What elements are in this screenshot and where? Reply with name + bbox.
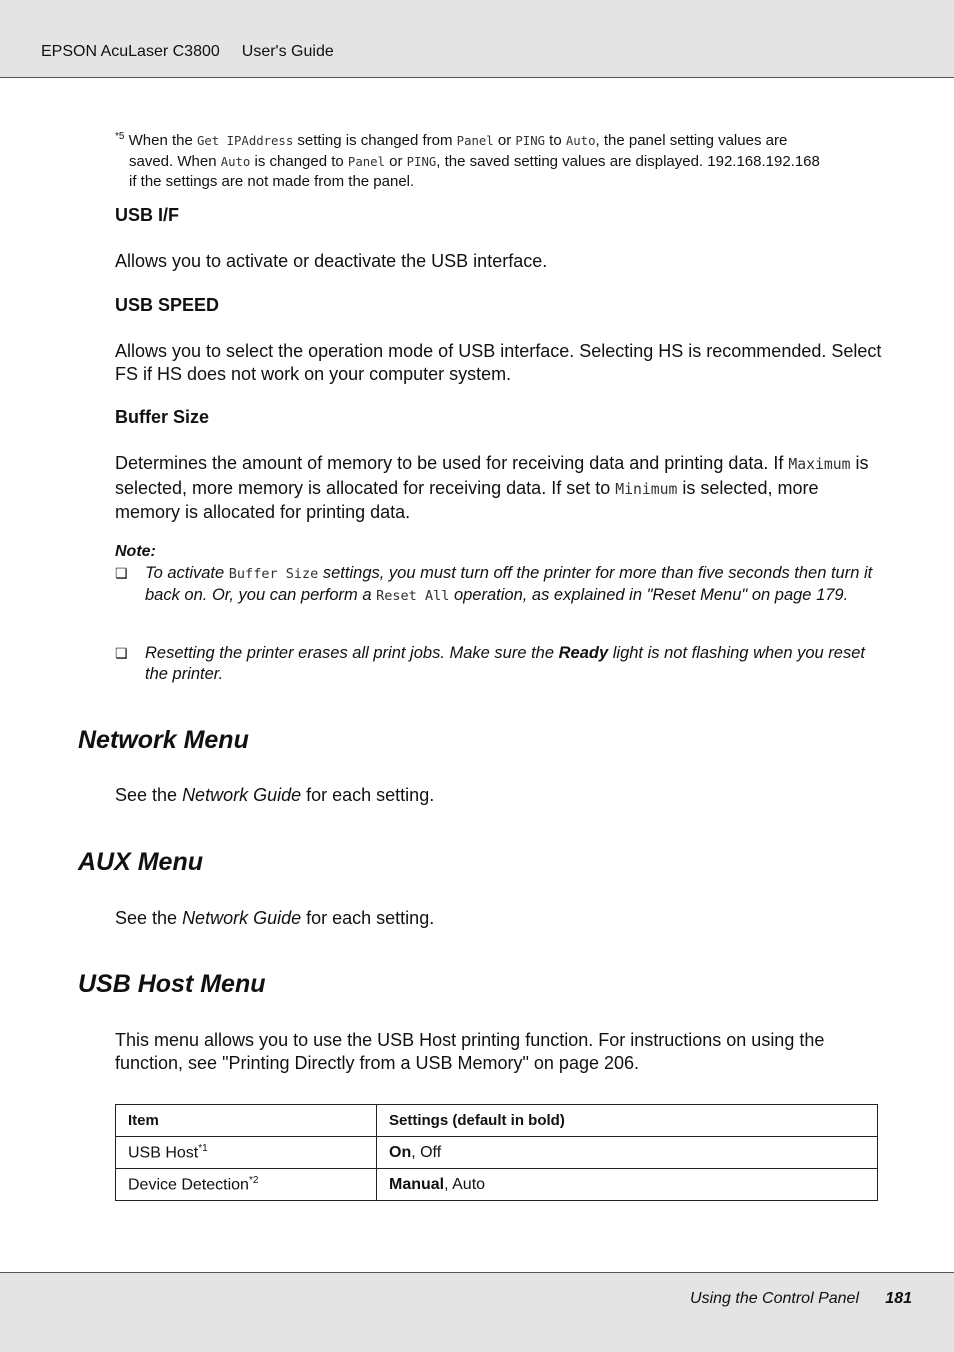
network-guide-ref: Network Guide — [182, 785, 302, 805]
other-values: , Auto — [444, 1175, 486, 1193]
note-heading: Note: — [115, 543, 156, 560]
usb-speed-text: Allows you to select the operation mode of USB interface. Selecting HS is recommended. Select FS if HS does not work on your computer system. — [115, 341, 882, 384]
table-header-row — [116, 1105, 878, 1137]
item-footnote-ref: *1 — [198, 1142, 208, 1154]
column-header-settings: Settings (default in bold) — [377, 1105, 878, 1137]
body-text: is selected, more memory is allocated for receiving data. If set to — [115, 453, 869, 498]
item-name: Device Detection — [128, 1176, 249, 1194]
footnote-text: or — [384, 152, 407, 170]
aux-menu-heading: AUX Menu — [78, 848, 203, 876]
item-name: USB Host — [128, 1144, 199, 1162]
body-text: See the — [115, 785, 183, 805]
note-text: operation, as explained in "Reset Menu" on page 179. — [449, 585, 849, 604]
footnote-text: to — [545, 132, 566, 149]
footnote-text: , the panel setting values are — [595, 132, 788, 149]
item-cell — [116, 1137, 377, 1169]
checkbox-bullet-icon: ❏ — [115, 645, 128, 661]
usb-speed-heading: USB SPEED — [115, 295, 220, 315]
note-text: light is not flashing when you reset the printer. — [145, 644, 865, 683]
code-text: Buffer Size — [228, 566, 319, 582]
note-text: Resetting the printer erases all print jobs. Make sure the — [145, 644, 559, 662]
footnote-text: , the saved setting values are displayed. 192.168.192.168 — [436, 152, 820, 170]
other-values: , Off — [411, 1143, 442, 1161]
default-value: On — [389, 1143, 412, 1161]
page-number: 181 — [885, 1290, 912, 1307]
body-text: Determines the amount of memory to be used for receiving data and printing data. If — [115, 453, 789, 473]
item-footnote-ref: *2 — [248, 1174, 259, 1186]
footnote-text: saved. When — [129, 152, 221, 170]
code-text: Auto — [565, 134, 596, 148]
network-menu-text — [115, 784, 885, 807]
code-text: Panel — [347, 154, 385, 169]
note-text: settings, you must turn off the printer for more than five seconds then turn it back on. Or, you can perform a — [145, 564, 873, 604]
item-cell — [116, 1169, 377, 1201]
usb-host-menu-text: This menu allows you to use the USB Host printing function. For instructions on using the function, see "Printing Directly from a USB Memory" on page 206. — [115, 1030, 825, 1073]
footnote-mark: *5 — [115, 131, 125, 142]
body-text: See the — [115, 908, 183, 928]
table-row — [116, 1169, 878, 1201]
note-bullet-2 — [115, 643, 880, 684]
buffer-size-text — [115, 452, 885, 524]
code-text: Minimum — [615, 480, 678, 498]
usb-host-settings-table — [115, 1104, 878, 1201]
settings-cell — [377, 1169, 878, 1201]
checkbox-bullet-icon: ❏ — [115, 565, 128, 581]
column-header-item: Item — [116, 1105, 377, 1137]
code-text: Maximum — [788, 456, 851, 473]
footnote-text: When the — [124, 132, 197, 149]
body-text: for each setting. — [301, 785, 435, 805]
code-text: PING — [406, 154, 437, 169]
page-header — [0, 0, 954, 78]
note-bullet-1 — [115, 563, 880, 606]
footnote-text: setting is changed from — [293, 132, 457, 149]
code-text: Panel — [456, 134, 494, 148]
footnote-text: or — [493, 132, 516, 149]
body-text: is selected, more memory is allocated for printing data. — [115, 477, 819, 522]
default-value: Manual — [389, 1175, 445, 1193]
header-product: EPSON AcuLaser C3800 — [41, 43, 220, 60]
page-footer — [0, 1272, 954, 1352]
header-text — [41, 43, 334, 61]
code-text: PING — [515, 134, 546, 148]
body-text: for each setting. — [301, 908, 435, 928]
code-text: Auto — [220, 154, 251, 169]
footer-section-title: Using the Control Panel — [690, 1290, 859, 1307]
usb-if-text: Allows you to activate or deactivate the USB interface. — [115, 251, 548, 271]
note-text: To activate — [145, 564, 229, 582]
header-guide: User's Guide — [241, 43, 334, 60]
ready-label: Ready — [558, 644, 609, 662]
table-row — [116, 1137, 878, 1169]
footnote-text: if the settings are not made from the panel. — [129, 173, 415, 190]
usb-host-menu-heading: USB Host Menu — [78, 970, 266, 998]
aux-menu-text — [115, 907, 885, 930]
network-guide-ref: Network Guide — [182, 908, 302, 928]
network-menu-heading: Network Menu — [78, 726, 249, 754]
footnote-5 — [115, 127, 880, 192]
footnote-text: is changed to — [250, 152, 348, 170]
code-text: Get IPAddress — [197, 134, 294, 148]
settings-cell — [377, 1137, 878, 1169]
buffer-size-heading: Buffer Size — [115, 407, 210, 427]
usb-if-heading: USB I/F — [115, 205, 180, 225]
code-text: Reset All — [376, 587, 450, 604]
